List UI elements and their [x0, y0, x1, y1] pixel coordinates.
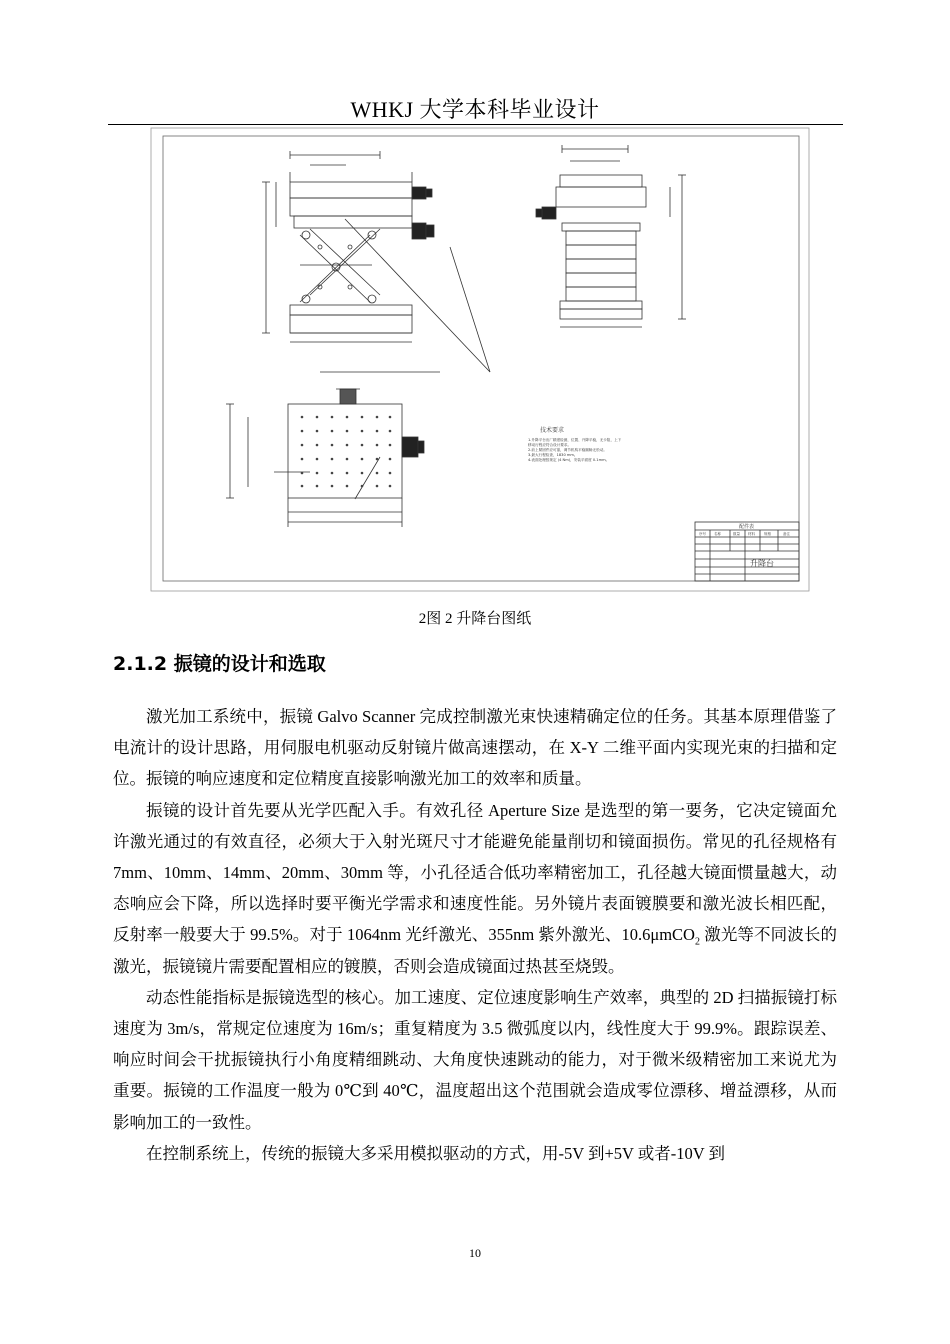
- paragraph-3: 动态性能指标是振镜选型的核心。加工速度、定位速度影响生产效率，典型的 2D 扫描振镜打标速度为 3m/s，常规定位速度为 16m/s；重复精度为 3.5 微弧度以内，线性度大于 99.9%。跟踪误差、响应时间会干扰振镜执行小角度精细跳动、大角度快速跳动的能力，对于微米级精密加工来说尤为重要。振镜的工作温度一般为 0℃到 40℃，温度超出这个范围就会造成零位漂移、增益漂移，从而影响加工的一致性。: [113, 987, 837, 1132]
- body-text: [113, 701, 837, 1169]
- page-header-title: WHKJ 大学本科毕业设计: [350, 97, 600, 122]
- parts-col-5: 规格: [764, 532, 771, 536]
- parts-col-3: 数量: [733, 532, 740, 536]
- front-view: [262, 151, 490, 372]
- parts-table-label: 配件表: [739, 524, 755, 530]
- hole-grid: [301, 416, 392, 488]
- tech-line-3: 2.前上紧固件应可靠，调节机构平稳顺畅无松动。: [528, 448, 607, 452]
- parts-col-2: 名称: [714, 532, 721, 536]
- title-block-name: 升降台: [750, 559, 774, 568]
- parts-col-4: 材料: [748, 532, 755, 536]
- parts-col-1: 序号: [699, 532, 706, 536]
- side-view: [536, 145, 686, 327]
- title-block: [695, 522, 799, 581]
- tech-requirements-title: 技术要求: [540, 427, 565, 434]
- parts-col-6: 备注: [783, 532, 790, 536]
- section-heading: 2.1.2 振镜的设计和选取: [113, 653, 326, 675]
- paragraph-2-text-b: 激光等不同波长的激光，振镜镜片需要配置相应的镀膜，否则会造成镜面过热甚至烧毁。: [113, 925, 838, 976]
- tech-line-5: 4.表面处理按规定 (4 Nm)，安装平面度 0.1mm。: [528, 458, 610, 462]
- tech-line-2: 移动行程应符合设计要求。: [528, 443, 572, 447]
- header-rule: [108, 124, 843, 125]
- page-number: 10: [469, 1246, 481, 1260]
- figure-caption: 2图 2 升降台图纸: [418, 611, 532, 627]
- paragraph-4: 在控制系统上，传统的振镜大多采用模拟驱动的方式，用-5V 到+5V 或者-10V 到: [146, 1143, 726, 1163]
- tech-line-4: 3.最大行程检查，1830 mm。: [528, 453, 578, 457]
- paragraph-2-subscript: 2: [694, 936, 700, 948]
- paragraph-1: 激光加工系统中，振镜 Galvo Scanner 完成控制激光束快速精确定位的任务。其基本原理借鉴了电流计的设计思路，用伺服电机驱动反射镜片做高速摆动，在 X-Y 二维平面内实现光束的扫描和定位。振镜的响应速度和定位精度直接影响激光加工的效率和质量。: [113, 707, 837, 789]
- paragraph-2: [113, 795, 837, 982]
- technical-drawing: [150, 127, 810, 592]
- lifting-table-drawing: [150, 127, 810, 592]
- tech-line-1: 1.升降平台出厂精度检测，位置、升降平稳，无卡阻，上下: [528, 438, 622, 442]
- paragraph-2-text-a: 振镜的设计首先要从光学匹配入手。有效孔径 Aperture Size 是选型的第一要务，它决定镜面允许激光通过的有效直径，必须大于入射光斑尺寸才能避免能量削切和镜面损伤。常见的孔径规格有 7mm、10mm、14mm、20mm、30mm 等，小孔径适合低功率精密加工，孔径越大镜面惯量越大，动态响应会下降，所以选择时要平衡光学需求和速度性能。另外镜片表面镀膜要和激光波长相匹配，反射率一般要大于 99.5%。对于 1064nm 光纤激光、355nm 紫外激光、10.6μmCO: [113, 800, 837, 945]
- top-view: [226, 389, 424, 527]
